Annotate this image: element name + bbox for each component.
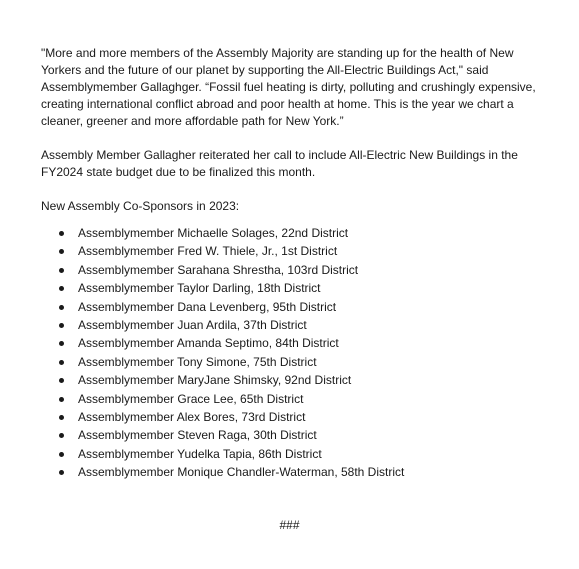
bullet-icon bbox=[59, 249, 64, 254]
list-item bbox=[41, 371, 541, 389]
list-item bbox=[41, 408, 541, 426]
cosponsors-heading: New Assembly Co-Sponsors in 2023: bbox=[41, 199, 240, 213]
cosponsor-name: Assemblymember Grace Lee, 65th District bbox=[78, 391, 304, 406]
bullet-icon bbox=[59, 415, 64, 420]
cosponsor-name: Assemblymember Michaelle Solages, 22nd District bbox=[78, 226, 349, 240]
bullet-icon bbox=[59, 452, 64, 457]
end-of-release-mark: ### bbox=[279, 518, 300, 532]
cosponsor-name: Assemblymember Monique Chandler-Waterman, 58th District bbox=[78, 465, 405, 480]
cosponsor-name: Assemblymember Tony Simone, 75th District bbox=[78, 354, 317, 369]
cosponsor-name: Assemblymember Juan Ardila, 37th District bbox=[78, 317, 307, 332]
bullet-icon bbox=[59, 360, 64, 365]
quote-paragraph: "More and more members of the Assembly Majority are standing up for the health of New Yorkers and the future of our planet by supporting the All-Electric Buildings Act," said Assemblymember Gallaghger. “Fossil fuel heating is dirty, polluting and crushingly expensive, creating international conflict abroad and poor health at home. This is the year we chart a cleaner, greener and more affordable path for New York.” bbox=[41, 46, 536, 128]
list-item bbox=[41, 316, 541, 334]
list-item bbox=[41, 261, 541, 279]
cosponsor-name: Assemblymember Alex Bores, 73rd District bbox=[78, 409, 306, 424]
bullet-icon bbox=[59, 231, 64, 236]
bullet-icon bbox=[59, 268, 64, 273]
list-item bbox=[41, 298, 541, 316]
list-item bbox=[41, 242, 541, 260]
list-item bbox=[41, 279, 541, 297]
cosponsor-name: Assemblymember Taylor Darling, 18th District bbox=[78, 281, 321, 296]
bullet-icon bbox=[59, 323, 64, 328]
list-item bbox=[41, 224, 541, 242]
list-item bbox=[41, 445, 541, 463]
bullet-icon bbox=[59, 433, 64, 438]
bullet-icon bbox=[59, 378, 64, 383]
cosponsor-name: Assemblymember Yudelka Tapia, 86th District bbox=[78, 446, 322, 461]
list-item bbox=[41, 390, 541, 408]
bullet-icon bbox=[59, 397, 64, 402]
list-item bbox=[41, 463, 541, 481]
list-item bbox=[41, 334, 541, 352]
list-item bbox=[41, 426, 541, 444]
bullet-icon bbox=[59, 341, 64, 346]
budget-paragraph: Assembly Member Gallagher reiterated her call to include All-Electric New Buildings in the FY2024 state budget due to be finalized this month. bbox=[41, 148, 518, 179]
bullet-icon bbox=[59, 470, 64, 475]
bullet-icon bbox=[59, 286, 64, 291]
cosponsor-name: Assemblymember Dana Levenberg, 95th District bbox=[78, 299, 337, 314]
cosponsor-name: Assemblymember MaryJane Shimsky, 92nd District bbox=[78, 373, 352, 388]
bullet-icon bbox=[59, 305, 64, 310]
cosponsor-name: Assemblymember Fred W. Thiele, Jr., 1st District bbox=[78, 244, 338, 259]
cosponsor-name: Assemblymember Steven Raga, 30th District bbox=[78, 428, 317, 443]
cosponsor-name: Assemblymember Sarahana Shrestha, 103rd District bbox=[78, 262, 359, 277]
cosponsor-name: Assemblymember Amanda Septimo, 84th District bbox=[78, 336, 339, 351]
cosponsor-list bbox=[41, 224, 541, 481]
list-item bbox=[41, 353, 541, 371]
document-body bbox=[41, 45, 541, 481]
